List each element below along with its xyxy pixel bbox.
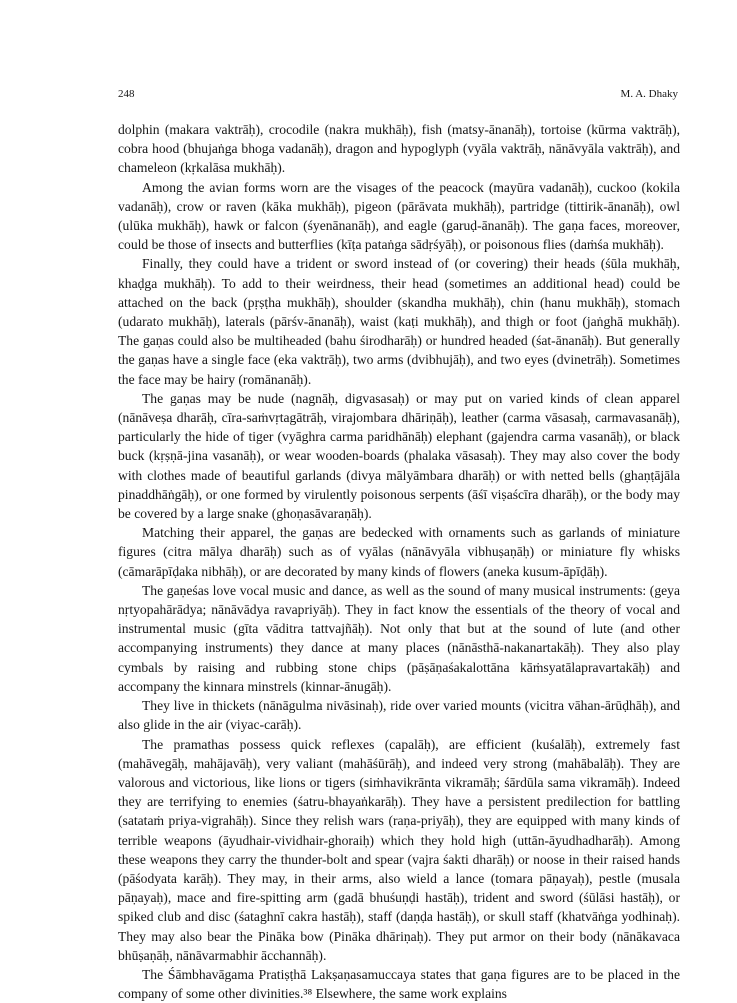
paragraph: They live in thickets (nānāgulma nivāsinaḥ), ride over varied mounts (vicitra vāhan-ārūḍhāḥ), and also glide in the air (viyac-carāḥ). [118,698,680,733]
paragraph: Among the avian forms worn are the visages of the peacock (mayūra vadanāḥ), cuckoo (kokila vadanāḥ), crow or raven (kāka mukhāḥ), pigeon (pārāvata mukhāḥ), partridge (tittirik-ānanāḥ), owl (ulūka mukhāḥ), hawk or falcon (śyenānanāḥ), and eagle (garuḍ-ānanāḥ). The gaṇa faces, moreover, could be those of insects and butterflies (kīṭa pataṅga sādṛśyāḥ), or poisonous flies (daṁśa mukhāḥ). [118,179,680,253]
body-text [118,120,680,1003]
page-number: 248 [118,88,135,100]
paragraph: The gaṇeśas love vocal music and dance, as well as the sound of many musical instruments: (geya nṛtyopahārādya; nānāvādya ravapriyāḥ). They in fact know the essentials of the theory of vocal and instrumental music (gīta vāditra tattvajñāḥ). Not only that but at the sound of lute (and other accompanying instruments) they dance at many places (nānāsthā-nakanartakāḥ). They also play cymbals by raising and rubbing stone chips (pāṣāṇaśakalottāna kāṁsyatālapravartakāḥ) and accompany the kinnara minstrels (kinnar-ānugāḥ). [118,582,680,694]
paragraph: dolphin (makara vaktrāḥ), crocodile (nakra mukhāḥ), fish (matsy-ānanāḥ), tortoise (kūrma vaktrāḥ), cobra hood (bhujaṅga bhoga vadanāḥ), dragon and hypoglyph (vyāla vaktrāḥ, nānāvyāla vaktrāḥ), and chameleon (kṛkalāsa mukhāḥ). [118,122,680,176]
paragraph: The pramathas possess quick reflexes (capalāḥ), are efficient (kuśalāḥ), extremely fast (mahāvegāḥ, mahājavāḥ), very valiant (mahāśūrāḥ), and indeed very strong (mahābalāḥ). They are valorous and victorious, like lions or tigers (siṁhavikrānta vikramāḥ; śārdūla sama vikramāḥ). Indeed they are terrifying to enemies (śatru-bhayaṅkarāḥ). They have a persistent predilection for battling (satataṁ priya-vigrahāḥ). Since they relish wars (raṇa-priyāḥ), they are equipped with many kinds of terrible weapons (āyudhair-vividhair-ghoraiḥ) which they hold high (uttān-āyudhadharāḥ). Among these weapons they carry the thunder-bolt and spear (vajra śakti dharāḥ) or noose in their raised hands (pāśodyata karāḥ). They may, in their arms, also wield a lance (tomara pāṇayaḥ), pestle (musala pāṇayaḥ), mace and fire-spitting arm (gadā bhuśuṇḍi hastāḥ), trident and sword (śūlāsi hastāḥ), or spiked club and disc (śataghnī cakra hastāḥ), staff (daṇḍa hastāḥ), or skull staff (khatvāṅga yodhinaḥ). They may also bear the Pināka bow (Pināka dhāriṇaḥ). They put armor on their body (nānākavaca bhūṣaṇāḥ, nānāvarmabhir ācchannāḥ). [118,736,680,963]
running-head-author: M. A. Dhaky [620,88,678,100]
paragraph: The gaṇas may be nude (nagnāḥ, digvasasaḥ) or may put on varied kinds of clean apparel (nānāveṣa dharāḥ, cīra-saṁvṛtagātrāḥ, virajombara dhāriṇāḥ), leather (carma vāsasaḥ, carmavasanāḥ), particularly the hide of tiger (vyāghra carma paridhānāḥ) elephant (gajendra carma vasanāḥ), or black buck (kṛṣṇā-jina vasanāḥ), or wear wooden-boards (phalaka vāsasaḥ). They may also cover the body with clothes made of beautiful garlands (divya mālyāmbara dharāḥ) or with netted bells (ghaṇṭājāla pinaddhāṅgāḥ), or one formed by virulently poisonous serpents (āśī viṣaścīra dharāḥ), or the body may be covered by a large snake (ghoṇasāvaraṇāḥ). [118,390,680,522]
paragraph: Finally, they could have a trident or sword instead of (or covering) their heads (śūla mukhāḥ, khaḍga mukhāḥ). To add to their weirdness, their head (sometimes an additional head) could be attached on the back (pṛṣṭha mukhāḥ), shoulder (skandha mukhāḥ), chin (hanu mukhāḥ), stomach (udarato mukhāḥ), laterals (pārśv-ānanāḥ), waist (kaṭi mukhāḥ), and thigh or foot (jaṅghā mukhāḥ). The gaṇas could also be multiheaded (bahu śirodharāḥ) or hundred headed (śat-ānanāḥ). But generally the gaṇas have a single face (eka vaktrāḥ), two arms (dvibhujāḥ), and two eyes (dvinetrāḥ). Sometimes the face may be hairy (romānanāḥ). [118,256,680,387]
paragraph: Matching their apparel, the gaṇas are bedecked with ornaments such as garlands of miniature figures (citra mālya dharāḥ) such as of vyālas (nānāvyāla vibhuṣaṇāḥ) or miniature fly whisks (cāmarāpīḍaka nibhāḥ), or are decorated by many kinds of flowers (aneka kusum-āpīḍāḥ). [118,525,680,579]
paragraph: The Śāmbhavāgama Pratiṣṭhā Lakṣaṇasamuccaya states that gaṇa figures are to be placed in the company of some other divinities.³⁸ Elsewhere, the same work explains [118,966,680,1002]
